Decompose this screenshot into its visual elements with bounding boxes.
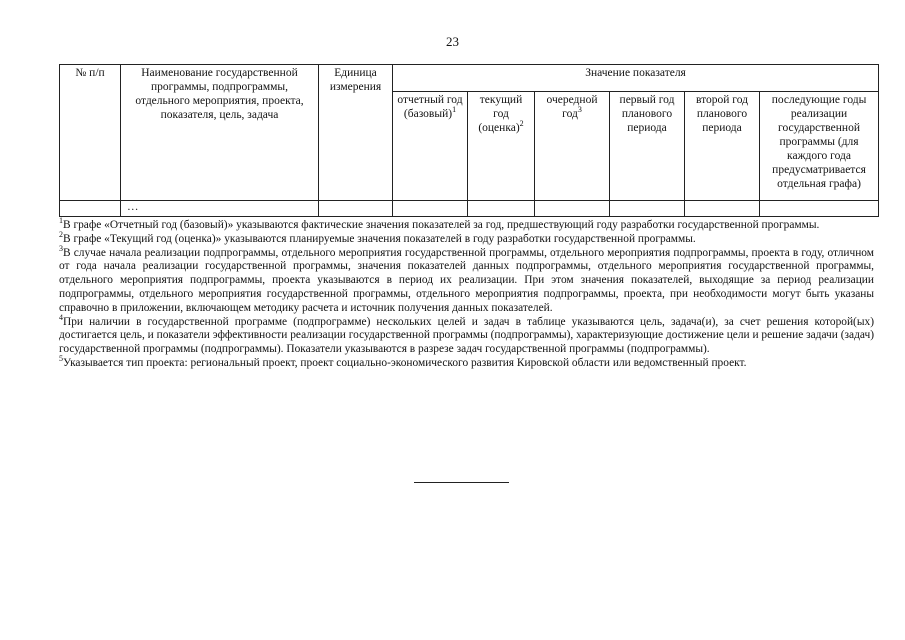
header-unit: Единица измерения (319, 65, 393, 201)
header-plan-second: второй год планового периода (685, 92, 760, 201)
header-plan-first: первый год планового периода (610, 92, 685, 201)
header-subsequent: последующие годы реализации государственной программы (для каждого года предусматривается отдельная графа) (760, 92, 879, 201)
header-next-year: очередной год$^3$ (535, 92, 610, 201)
end-rule (414, 482, 509, 483)
header-num: № п/п (60, 65, 121, 201)
table-cell (319, 201, 393, 217)
table-cell (535, 201, 610, 217)
footnote: $^3$В случае начала реализации подпрограммы, отдельного мероприятия государственной программы, отдельного мероприятия подпрограммы, проекта в году, отличном от года начала реализации государственной программы, значения показателей данных подпрограммы, отдельного мероприятия государственной программы, отдельного мероприятия подпрограммы, проекта указываются в период их реализации. При этом значения показателей, выходящие за период реализации подпрограммы, отдельного мероприятия государственной программы, отдельного мероприятия подпрограммы, проекта, при необходимости могут быть указаны справочно в приложении, включающем методику расчета и источник получения данных показателей. (59, 243, 874, 314)
table-cell (393, 201, 468, 217)
footnotes (59, 216, 874, 371)
table-cell (760, 201, 879, 217)
footnote-ref-2: 2 (519, 119, 524, 129)
footnote: $^4$При наличии в государственной программе (подпрограмме) нескольких целей и задач в таблице указываются цель, задача(и), за счет решения которой(ых) достигается цель, и показатели эффективности реализации государственной программы (подпрограммы), характеризующие достижение цели и решение задачи (задач) государственной программы (подпрограммы). Показатели указываются в разрезе задач государственной программы (подпрограммы). (59, 312, 874, 356)
footnote-mark: 5 (59, 354, 63, 364)
table-row (60, 201, 879, 217)
footnote-mark: 1 (59, 216, 63, 226)
table-cell (685, 201, 760, 217)
table-cell (610, 201, 685, 217)
footnote-mark: 2 (59, 230, 63, 239)
page-number: 23 (446, 34, 459, 49)
footnote-mark: 3 (59, 243, 63, 253)
footnote: $^2$В графе «Текущий год (оценка)» указываются планируемые значения показателей в году разработки государственной программы. (59, 230, 696, 245)
table-cell (60, 201, 121, 217)
footnote-ref-3: 3 (577, 105, 582, 115)
footnote: $^5$Указывается тип проекта: региональный проект, проект социально-экономического развития Кировской области или ведомственный проект. (59, 354, 747, 369)
header-reporting-year: отчетный год (базовый)$^1$ (393, 92, 468, 201)
footnote: $^1$В графе «Отчетный год (базовый)» указываются фактические значения показателей за год, предшествующий году разработки государственной программы. (59, 216, 820, 231)
table-cell (468, 201, 535, 217)
header-name: Наименование государственной программы, подпрограммы, отдельного мероприятия, проекта, показателя, цель, задача (121, 65, 319, 201)
header-value-group: Значение показателя (393, 65, 879, 92)
footnote-mark: 4 (59, 312, 63, 322)
table-cell-name: … (121, 201, 319, 217)
header-current-year: текущий год (оценка)$^2$ (468, 92, 535, 201)
indicators-table (59, 64, 879, 217)
footnote-ref-1: 1 (452, 105, 457, 115)
